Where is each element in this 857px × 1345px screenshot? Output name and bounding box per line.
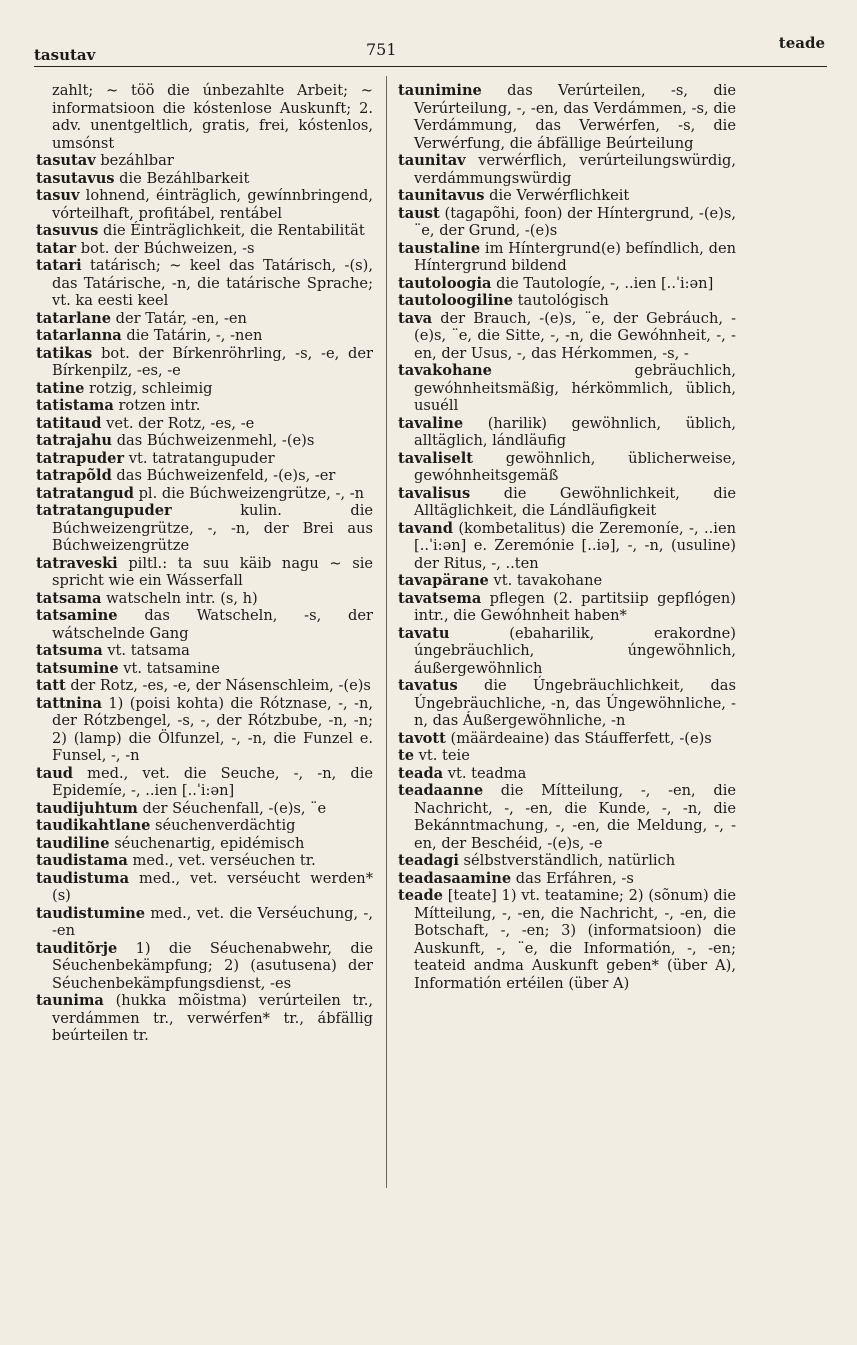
entry-definition: die Tatárin, -, -nen <box>126 327 263 344</box>
entry-headword: tatarlane <box>36 309 111 327</box>
dictionary-entry <box>36 502 373 555</box>
dictionary-entry <box>398 450 736 485</box>
entry-definition: die Verwérflichkeit <box>489 187 630 204</box>
entry-headword: tavatus <box>398 677 458 694</box>
entry-headword: taudiline <box>36 834 110 852</box>
dictionary-entry <box>36 870 373 905</box>
entry-headword: taudistuma <box>36 869 130 887</box>
entry-definition: im Híntergrund(e) befíndlich, den Híntergrund bildend <box>414 239 736 274</box>
entry-headword: tatarlanna <box>36 327 122 344</box>
entry-definition: 1) die Séuchenabwehr, die Séuchenbekämpfung; 2) (asutusena) der Séuchenbekämpfungsdienst, -es <box>52 939 373 992</box>
dictionary-entry <box>398 152 736 187</box>
entry-definition: der Séuchenfall, -(e)s, ¨e <box>142 799 327 817</box>
dictionary-entry <box>398 362 736 415</box>
dictionary-entry <box>398 292 736 310</box>
entry-headword: tatar <box>36 239 77 257</box>
dictionary-entry <box>398 415 736 450</box>
dictionary-entry <box>36 817 373 835</box>
entry-definition: rotzig, schleimig <box>89 379 213 397</box>
entry-headword: tatsumine <box>36 659 119 677</box>
dictionary-entry <box>398 205 736 240</box>
entry-definition: der Tatár, -en, -en <box>115 309 247 327</box>
dictionary-entry <box>36 82 373 152</box>
running-head-left: tasutav <box>34 46 96 64</box>
dictionary-entry <box>398 240 736 275</box>
entry-headword: tavand <box>398 519 453 537</box>
entry-definition: rotzen intr. <box>118 397 201 414</box>
entry-definition: med., vet. verséuchen tr. <box>132 852 316 869</box>
entry-headword: tatt <box>36 677 66 694</box>
entry-definition: das Watscheln, -s, der wátschelnde Gang <box>52 607 373 642</box>
entry-headword: tatsama <box>36 589 102 607</box>
dictionary-entry <box>36 432 373 450</box>
entry-headword: tava <box>398 309 433 327</box>
dictionary-entry <box>36 397 373 415</box>
dictionary-entry <box>36 327 373 345</box>
entry-definition: das Verúrteilen, -s, die Verúrteilung, -, -en, das Verdámmen, -s, die Verdámmung, das Verwérfen, -s, die Verwérfung, die ábfällige Beúrteilung <box>414 82 736 152</box>
dictionary-entry <box>398 82 736 152</box>
entry-definition: der Brauch, -(e)s, ¨e, der Gebráuch, -(e)s, ¨e, die Sitte, -, -n, die Gewóhnheit, -, -en, der Usus, -, das Hérkommen, -s, - <box>414 309 736 362</box>
dictionary-entry <box>36 765 373 800</box>
entry-definition: séuchenverdächtig <box>155 817 296 834</box>
entry-definition: vet. der Rotz, -es, -e <box>106 414 255 432</box>
entry-definition: bezáhlbar <box>100 152 174 169</box>
entry-headword: taud <box>36 764 74 782</box>
dictionary-entry <box>36 222 373 240</box>
dictionary-entry <box>36 852 373 870</box>
entry-headword: tavapärane <box>398 572 489 589</box>
dictionary-entry <box>36 642 373 660</box>
entry-definition: piltl.: ta suu käib nagu ~ sie spricht wie ein Wásserfall <box>52 554 373 589</box>
entry-headword: tasutavus <box>36 169 115 187</box>
dictionary-entry <box>398 887 736 992</box>
dictionary-entry <box>36 240 373 258</box>
entry-definition: gewöhnlich, üblicherweise, gewóhnheitsgemäß <box>414 449 736 484</box>
entry-definition: der Rotz, -es, -e, der Násenschleim, -(e)s <box>70 677 371 694</box>
header-rule <box>34 66 827 67</box>
dictionary-entry <box>36 555 373 590</box>
entry-headword: tatitaud <box>36 414 102 432</box>
entry-headword: te <box>398 747 415 764</box>
entry-headword: tavaliselt <box>398 449 474 467</box>
entry-headword: taudijuhtum <box>36 799 138 817</box>
dictionary-entry <box>36 992 373 1045</box>
entry-definition: vt. teie <box>418 747 470 764</box>
entry-headword: teadasaamine <box>398 869 512 887</box>
entry-definition: med., vet. die Verséuchung, -, -en <box>52 904 373 939</box>
dictionary-entry <box>36 380 373 398</box>
entry-definition: die Éinträglichkeit, die Rentabilität <box>102 222 365 239</box>
entry-definition: verwérflich, verúrteilungswürdig, verdámmungswürdig <box>414 152 736 187</box>
dictionary-entry <box>36 590 373 608</box>
entry-definition: die Mítteilung, -, -en, die Nachricht, -, -en, die Kunde, -, -n, die Bekánntmachung, -, -en, die Meldung, -, -en, der Beschéid, -(e)s, -e <box>414 782 736 852</box>
dictionary-entry <box>36 257 373 310</box>
entry-definition: (ebaharilik, erakordne) úngebräuchlich, úngewöhnlich, áußergewöhnlich <box>414 624 736 677</box>
entry-definition: das Búchweizenfeld, -(e)s, -er <box>116 467 336 484</box>
entry-headword: tatine <box>36 379 85 397</box>
entry-definition: vt. tatratangupuder <box>128 449 275 467</box>
entry-definition: das Erfáhren, -s <box>515 869 634 887</box>
dictionary-entry <box>36 485 373 503</box>
entry-headword: taudikahtlane <box>36 817 151 834</box>
entry-headword: tasutav <box>36 152 96 169</box>
entry-definition: med., vet. verséucht werden* (s) <box>52 869 374 904</box>
dictionary-entry <box>36 467 373 485</box>
entry-definition: 1) (poisi kohta) die Rótznase, -, -n, der Rótzbengel, -s, -, der Rótzbube, -n, -n; 2) (lamp) die Ölfunzel, -, -n, die Funzel e. Funsel, -, -n <box>52 694 374 764</box>
entry-definition: bot. der Búchweizen, -s <box>80 239 255 257</box>
entry-headword: tautoloogia <box>398 274 492 292</box>
entry-definition: med., vet. die Seuche, -, -n, die Epidemíe, -, ..ien [..ˈi:ən] <box>52 764 374 799</box>
dictionary-entry <box>398 275 736 293</box>
entry-headword: teadaanne <box>398 782 484 799</box>
entry-headword: tasuv <box>36 187 80 204</box>
entry-definition: die Bezáhlbarkeit <box>119 169 250 187</box>
entry-headword: tatratangupuder <box>36 502 172 519</box>
dictionary-entry <box>36 345 373 380</box>
entry-definition: vt. tavakohane <box>493 572 603 589</box>
entry-definition: vt. teadma <box>447 764 527 782</box>
dictionary-entry <box>398 310 736 363</box>
entry-definition: (tagapõhi, foon) der Híntergrund, -(e)s, ¨e, der Grund, -(e)s <box>414 204 736 239</box>
entry-headword: tattnina <box>36 694 102 712</box>
dictionary-entry <box>398 625 736 678</box>
dictionary-entry <box>36 415 373 433</box>
dictionary-entry <box>398 677 736 730</box>
entry-definition: die Úngebräuchlichkeit, das Úngebräuchliche, -n, das Úngewöhnliche, -n, das Áußergewöhnliche, -n <box>414 677 736 729</box>
entry-headword: tatsuma <box>36 642 103 659</box>
entry-definition: die Tautologíe, -, ..ien [..ˈi:ən] <box>496 274 714 292</box>
entry-headword: taust <box>398 204 440 222</box>
entry-headword: tatrajahu <box>36 432 113 449</box>
entry-definition: (hukka mõistma) verúrteilen tr., verdámmen tr., verwérfen* tr., ábfällig beúrteilen tr. <box>52 992 373 1044</box>
right-column <box>398 82 736 992</box>
dictionary-entry <box>36 905 373 940</box>
entry-headword: tautoloogiline <box>398 292 514 309</box>
entry-definition: kulin. die Búchweizengrütze, -, -n, der Brei aus Búchweizengrütze <box>52 502 373 554</box>
entry-headword: tavaline <box>398 414 464 432</box>
entry-definition: vt. tatsama <box>107 642 190 659</box>
entry-headword: taunimine <box>398 82 482 99</box>
entry-headword: tavott <box>398 729 446 747</box>
dictionary-entry <box>398 520 736 573</box>
entry-headword: tasuvus <box>36 222 99 239</box>
entry-headword: tatikas <box>36 344 93 362</box>
entry-definition: die Gewöhnlichkeit, die Alltäglichkeit, die Lándläufigkeit <box>414 484 737 519</box>
dictionary-entry <box>398 590 736 625</box>
entry-headword: tatratangud <box>36 484 134 502</box>
dictionary-entry <box>36 660 373 678</box>
entry-definition: vt. tatsamine <box>123 659 220 677</box>
entry-definition: [teate] 1) vt. teatamine; 2) (sõnum) die Mítteilung, -, -en, die Nachricht, -, -en, die Botschaft, -, -en; 3) (informatsioon) die Auskunft, -, ¨e, die Informatión, -, -en; teateid andma Auskunft geben* (über A), Informatión ertéilen (über A) <box>414 887 736 992</box>
entry-definition: pflegen (2. partitsiip gepflógen) intr., die Gewóhnheit haben* <box>414 589 737 624</box>
entry-headword: taunitav <box>398 152 466 169</box>
entry-headword: tatari <box>36 257 82 274</box>
dictionary-entry <box>36 695 373 765</box>
entry-headword: taudistumine <box>36 904 146 922</box>
entry-definition: (kombetalitus) die Zeremoníe, -, ..ien [..ˈi:ən] e. Zeremónie [..iə], -, -n, (usuline) der Ritus, -, ..ten <box>414 519 736 572</box>
entry-headword: tauditõrje <box>36 939 118 957</box>
running-head-right: teade <box>778 34 825 52</box>
dictionary-entry <box>398 485 736 520</box>
dictionary-entry <box>36 152 373 170</box>
entry-definition: tatárisch; ~ keel das Tatárisch, -(s), das Tatárische, -n, die tatárische Sprache; vt. ka eesti keel <box>52 257 373 309</box>
left-column <box>36 82 373 1045</box>
entry-definition: sélbstverständlich, natürlich <box>463 852 676 869</box>
entry-headword: tatraveski <box>36 554 118 572</box>
entry-headword: tatsamine <box>36 607 118 624</box>
entry-headword: taunitavus <box>398 187 485 204</box>
entry-definition: bot. der Bírkenröhrling, -s, -e, der Bírkenpilz, -es, -e <box>52 344 374 379</box>
dictionary-entry <box>398 572 736 590</box>
entry-definition: das Búchweizenmehl, -(e)s <box>116 432 315 449</box>
entry-headword: tavatsema <box>398 589 482 607</box>
entry-definition: tautológisch <box>517 292 609 309</box>
dictionary-entry <box>36 835 373 853</box>
entry-headword: taustaline <box>398 239 481 257</box>
entry-headword: tatistama <box>36 397 114 414</box>
dictionary-entry <box>36 187 373 222</box>
entry-headword: teadagi <box>398 852 459 869</box>
entry-headword: taunima <box>36 992 104 1009</box>
dictionary-entry <box>398 730 736 748</box>
entry-headword: tavakohane <box>398 362 492 379</box>
dictionary-entry <box>398 852 736 870</box>
dictionary-entry <box>36 607 373 642</box>
dictionary-entry <box>398 187 736 205</box>
dictionary-entry <box>36 800 373 818</box>
entry-definition: (harilik) gewöhnlich, üblich, alltäglich, lándläufig <box>414 414 736 449</box>
entry-definition: zahlt; ~ töö die únbezahlte Arbeit; ~ informatsioon die kóstenlose Auskunft; 2. adv. unentgeltlich, gratis, frei, kóstenlos, umsónst <box>52 82 373 152</box>
entry-headword: teada <box>398 764 444 782</box>
entry-definition: pl. die Búchweizengrütze, -, -n <box>138 484 365 502</box>
entry-definition: watscheln intr. (s, h) <box>106 589 258 607</box>
dictionary-entry <box>36 677 373 695</box>
dictionary-entry <box>398 782 736 852</box>
entry-headword: tatrapuder <box>36 449 125 467</box>
dictionary-entry <box>36 450 373 468</box>
dictionary-entry <box>36 940 373 993</box>
entry-headword: tavalisus <box>398 484 471 502</box>
entry-definition: séuchenartig, epidémisch <box>114 834 305 852</box>
entry-headword: teade <box>398 887 443 904</box>
entry-headword: tavatu <box>398 624 450 642</box>
dictionary-entry <box>398 747 736 765</box>
dictionary-entry <box>36 310 373 328</box>
entry-definition: (määrdeaine) das Stáufferfett, -(e)s <box>450 729 712 747</box>
column-divider <box>386 76 387 1188</box>
dictionary-entry <box>398 765 736 783</box>
entry-headword: tatrapõld <box>36 467 112 484</box>
dictionary-entry <box>398 870 736 888</box>
page-number: 751 <box>366 40 397 59</box>
dictionary-entry <box>36 170 373 188</box>
entry-headword: taudistama <box>36 852 128 869</box>
entry-definition: gebräuchlich, gewóhnheitsmäßig, hérkömmlich, üblich, usuéll <box>414 362 736 414</box>
entry-definition: lohnend, éinträglich, gewínnbringend, vórteilhaft, profitábel, rentábel <box>52 187 374 222</box>
